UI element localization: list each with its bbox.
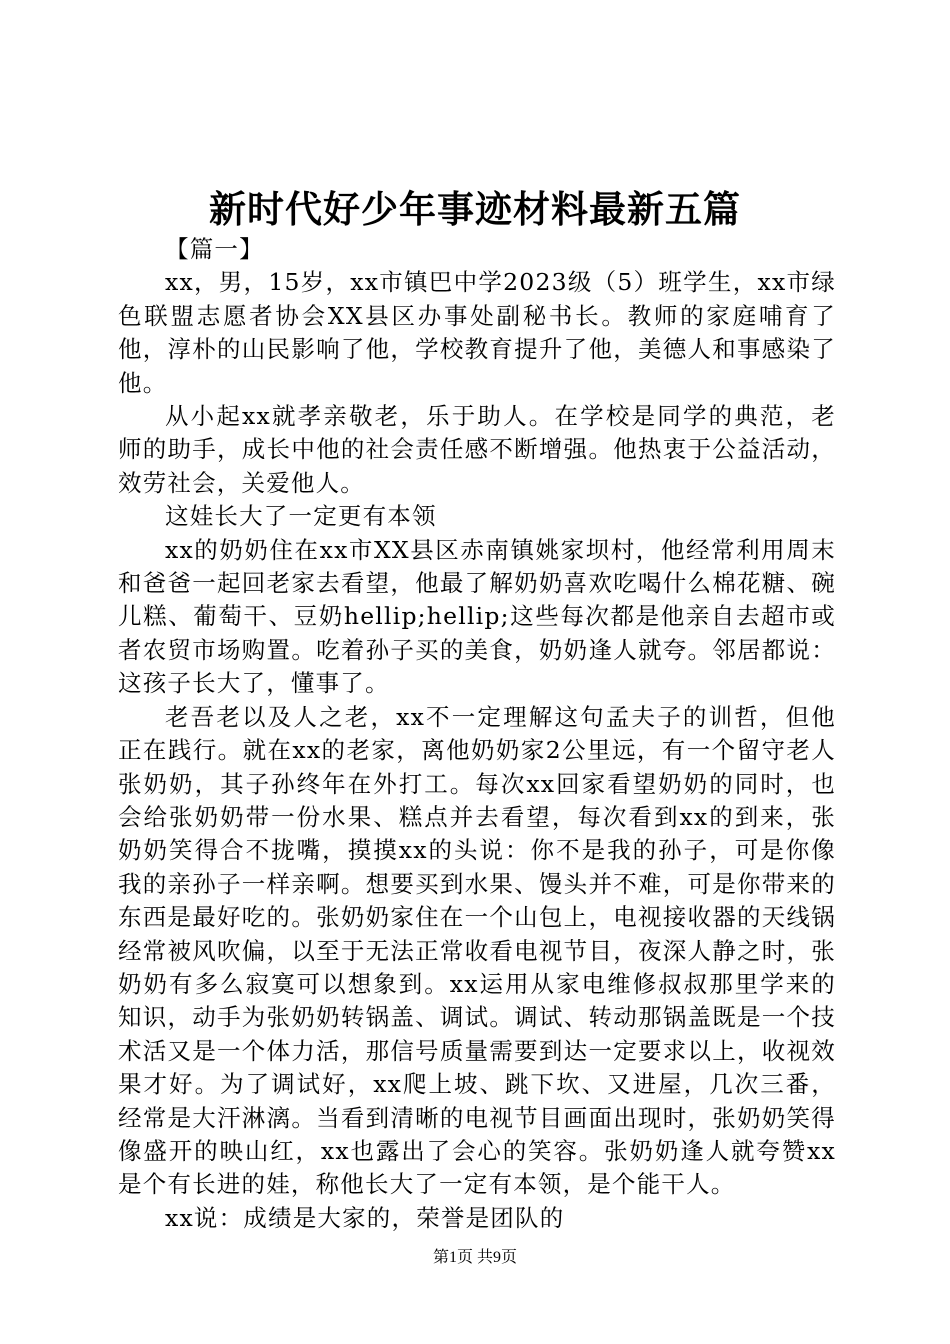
paragraph-grandmother: xx的奶奶住在xx市XX县区赤南镇姚家坝村，他经常利用周末和爸爸一起回老家去看望，他最了解奶奶喜欢吃喝什么棉花糖、碗儿糕、葡萄干、豆奶hellip;hellip;这些每次都是他亲自去超市或者农贸市场购置。吃着孙子买的美食，奶奶逢人就夸。邻居都说：这孩子长大了，懂事了。 — [118, 535, 836, 698]
subheading-more-capable: 这娃长大了一定更有本领 — [165, 502, 437, 531]
document-title: 新时代好少年事迹材料最新五篇 — [209, 187, 741, 231]
paragraph-filial-piety: 从小起xx就孝亲敬老，乐于助人。在学校是同学的典范，老师的助手，成长中他的社会责任感不断增强。他热衷于公益活动，效劳社会，关爱他人。 — [118, 402, 836, 497]
page-indicator: 第1页 共9页 — [432, 1249, 517, 1266]
section-label: 【篇一】 — [165, 235, 264, 263]
subheading-team-honor: xx说：成绩是大家的，荣誉是团队的 — [165, 1203, 565, 1232]
paragraph-intro: xx，男，15岁，xx市镇巴中学2023级（5）班学生，xx市绿色联盟志愿者协会XX县区办事处副秘书长。教师的家庭哺育了他，淳朴的山民影响了他，学校教育提升了他，美德人和事感染了他。 — [118, 268, 836, 397]
paragraph-granny-zhang: 老吾老以及人之老，xx不一定理解这句孟夫子的训哲，但他正在践行。就在xx的老家，离他奶奶家2公里远，有一个留守老人张奶奶，其子孙终年在外打工。每次xx回家看望奶奶的同时，也会给张奶奶带一份水果、糕点并去看望，每次看到xx的到来，张奶奶笑得合不拢嘴，摸摸xx的头说：你不是我的孙子，可是你像我的亲孙子一样亲啊。想要买到水果、馒头并不难，可是你带来的东西是最好吃的。张奶奶家住在一个山包上，电视接收器的天线锅经常被风吹偏，以至于无法正常收看电视节目，夜深人静之时，张奶奶有多么寂寞可以想象到。xx运用从家电维修叔叔那里学来的知识，动手为张奶奶转锅盖、调试。调试、转动那锅盖既是一个技术活又是一个体力活，那信号质量需要到达一定要求以上，收视效果才好。为了调试好，xx爬上坡、跳下坎、又进屋，几次三番，经常是大汗淋漓。当看到清晰的电视节目画面出现时，张奶奶笑得像盛开的映山红，xx也露出了会心的笑容。张奶奶逢人就夸赞xx是个有长进的娃，称他长大了一定有本领，是个能干人。 — [118, 702, 836, 1199]
document-body — [118, 233, 836, 1235]
